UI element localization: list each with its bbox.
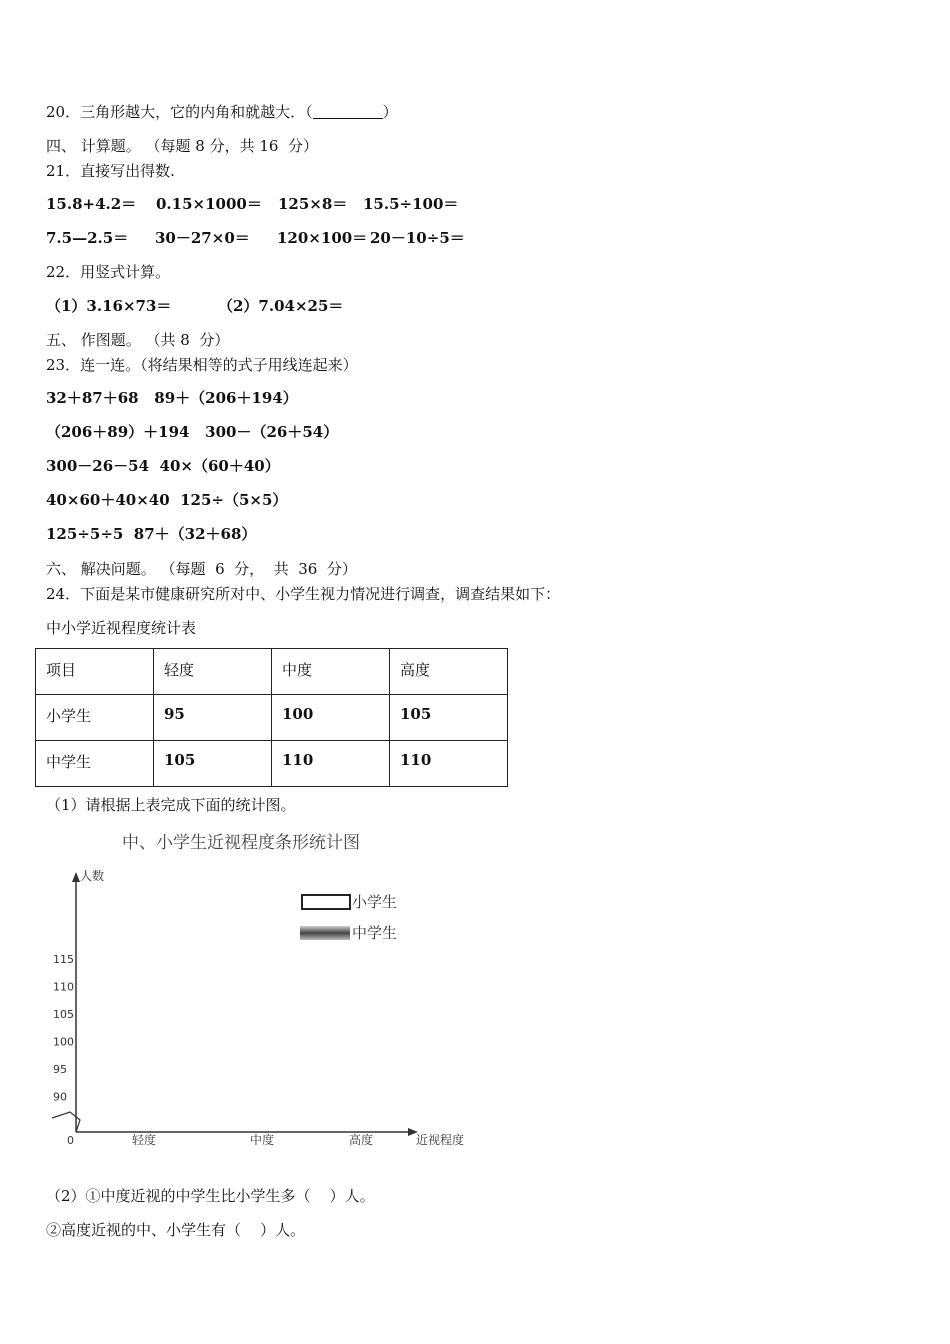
x-category-label: 中度 bbox=[250, 1133, 275, 1147]
vision-stats-table bbox=[35, 648, 508, 787]
question-20: 20．三角形越大，它的内角和就越大．（ ） bbox=[46, 103, 398, 121]
origin-label: 0 bbox=[67, 1134, 74, 1147]
question-24: 24．下面是某市健康研究所对中、小学生视力情况进行调查，调查结果如下： bbox=[46, 585, 561, 603]
bar-chart bbox=[40, 822, 480, 1152]
answer-blank[interactable] bbox=[313, 104, 383, 119]
section-4-heading: 四、 计算题。 （每题 8 分，共 16 分） bbox=[46, 137, 319, 155]
question-23: 23．连一连。（将结果相等的式子用线连起来） bbox=[46, 356, 358, 374]
calc-2-2: 30－27×0＝ bbox=[155, 229, 250, 247]
table-cell: 110 bbox=[390, 741, 508, 787]
y-tick-label: 100 bbox=[53, 1035, 74, 1049]
y-tick-label: 115 bbox=[53, 953, 74, 966]
table-header-cell: 高度 bbox=[390, 649, 508, 695]
chart-title: 中、小学生近视程度条形统计图 bbox=[122, 833, 360, 853]
x-category-label: 高度 bbox=[349, 1133, 374, 1147]
legend-swatch-primary bbox=[302, 895, 350, 909]
table-cell: 小学生 bbox=[36, 695, 154, 741]
sub-question-3: ②高度近视的中、小学生有（ ）人。 bbox=[46, 1221, 306, 1239]
table-cell: 105 bbox=[154, 741, 272, 787]
y-tick-label: 95 bbox=[53, 1063, 67, 1076]
vertical-calc-1: （1）3.16×73＝ bbox=[46, 297, 172, 315]
table-cell: 100 bbox=[272, 695, 390, 741]
table-cell: 95 bbox=[154, 695, 272, 741]
table-header-cell: 中度 bbox=[272, 649, 390, 695]
y-tick-label: 90 bbox=[53, 1090, 67, 1104]
section-6-heading: 六、 解决问题。 （每题 6 分， 共 36 分） bbox=[46, 560, 357, 578]
section-5-heading: 五、 作图题。 （共 8 分） bbox=[46, 331, 230, 349]
connect-row-4: 40×60＋40×40 125÷（5×5） bbox=[46, 491, 288, 509]
y-tick-label: 105 bbox=[53, 1008, 74, 1021]
calc-1-2: 0.15×1000＝ bbox=[156, 195, 262, 213]
table-header-row bbox=[36, 649, 508, 695]
question-22: 22．用竖式计算。 bbox=[46, 263, 171, 281]
calc-2-3: 120×100＝ bbox=[277, 229, 368, 247]
connect-row-2: （206＋89）＋194 300－（26＋54） bbox=[46, 423, 339, 441]
connect-row-3: 300－26－54 40×（60＋40） bbox=[46, 457, 280, 475]
calc-1-1: 15.8+4.2＝ bbox=[46, 195, 137, 213]
table-cell: 105 bbox=[390, 695, 508, 741]
calc-2-4: 20－10÷5＝ bbox=[370, 229, 465, 247]
legend-label-secondary: 中学生 bbox=[352, 924, 398, 942]
legend-label-primary: 小学生 bbox=[352, 893, 398, 911]
y-tick-labels bbox=[53, 953, 74, 1104]
table-cell: 110 bbox=[272, 741, 390, 787]
table-header-cell: 项目 bbox=[36, 649, 154, 695]
y-axis-arrow bbox=[72, 872, 80, 882]
y-tick-label: 110 bbox=[53, 980, 74, 994]
legend-swatch-secondary bbox=[300, 926, 350, 940]
sub-question-1: （1）请根据上表完成下面的统计图。 bbox=[46, 796, 296, 814]
calc-1-3: 125×8＝ bbox=[278, 195, 348, 213]
calc-2-1: 7.5—2.5＝ bbox=[46, 229, 129, 247]
x-category-label: 轻度 bbox=[132, 1133, 157, 1147]
sub-question-2: （2）①中度近视的中学生比小学生多（ ）人。 bbox=[46, 1187, 375, 1205]
table-row bbox=[36, 741, 508, 787]
table-header-cell: 轻度 bbox=[154, 649, 272, 695]
question-21: 21．直接写出得数. bbox=[46, 162, 175, 180]
connect-row-5: 125÷5÷5 87＋（32＋68） bbox=[46, 525, 257, 543]
connect-row-1: 32＋87＋68 89＋（206＋194） bbox=[46, 389, 298, 407]
x-axis-label: 近视程度 bbox=[416, 1133, 465, 1147]
table-row bbox=[36, 695, 508, 741]
x-category-labels bbox=[132, 1132, 373, 1147]
y-axis-label: 人数 bbox=[80, 869, 105, 883]
table-title: 中小学近视程度统计表 bbox=[46, 619, 197, 637]
table-cell: 中学生 bbox=[36, 741, 154, 787]
vertical-calc-2: （2）7.04×25＝ bbox=[218, 297, 344, 315]
calc-1-4: 15.5÷100＝ bbox=[363, 195, 459, 213]
